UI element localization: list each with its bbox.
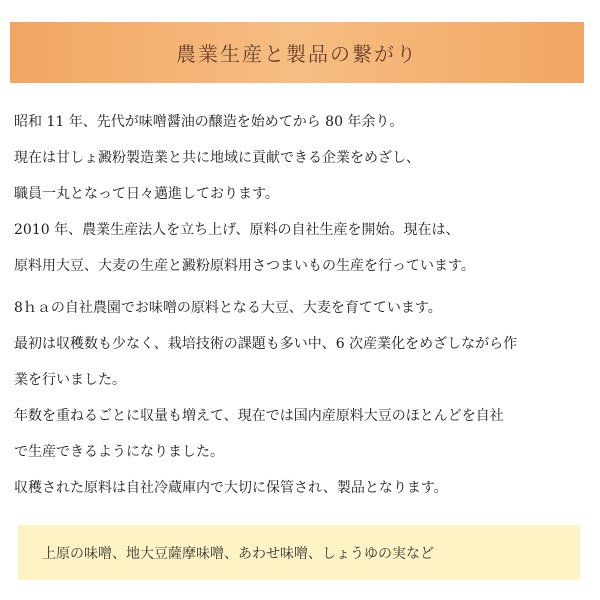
- products-box: [18, 525, 580, 580]
- farm-paragraph: [14, 290, 586, 506]
- text-line: 原料用大豆、大麦の生産と澱粉原料用さつまいもの生産を行っています。: [14, 258, 475, 274]
- page-title: 農業生産と製品の繋がり: [176, 42, 418, 66]
- text-line: 職員一丸となって日々邁進しております。: [14, 186, 279, 202]
- title-banner: [10, 22, 584, 83]
- text-line: 最初は収穫数も少なく、栽培技術の課題も多い中、6 次産業化をめざしながら作: [14, 336, 518, 352]
- products-text: 上原の味噌、地大豆薩摩味噌、あわせ味噌、しょうゆの実など: [42, 545, 434, 562]
- text-line: 収穫された原料は自社冷蔵庫内で大切に保管され、製品となります。: [14, 480, 448, 496]
- text-line: で生産できるようになりました。: [14, 444, 224, 460]
- intro-paragraph: [14, 104, 586, 284]
- text-line: 2010 年、農業生産法人を立ち上げ、原料の自社生産を開始。現在は、: [14, 222, 460, 238]
- text-line: 昭和 11 年、先代が味噌醤油の醸造を始めてから 80 年余り。: [14, 114, 404, 130]
- text-line: 現在は甘しょ澱粉製造業と共に地域に貢献できる企業をめざし、: [14, 150, 420, 166]
- text-line: 業を行いました。: [14, 372, 126, 388]
- text-line: 8ｈａの自社農園でお味噌の原料となる大豆、大麦を育てています。: [14, 300, 442, 316]
- text-line: 年数を重ねるごとに収量も増えて、現在では国内産原料大豆のほとんどを自社: [14, 408, 504, 424]
